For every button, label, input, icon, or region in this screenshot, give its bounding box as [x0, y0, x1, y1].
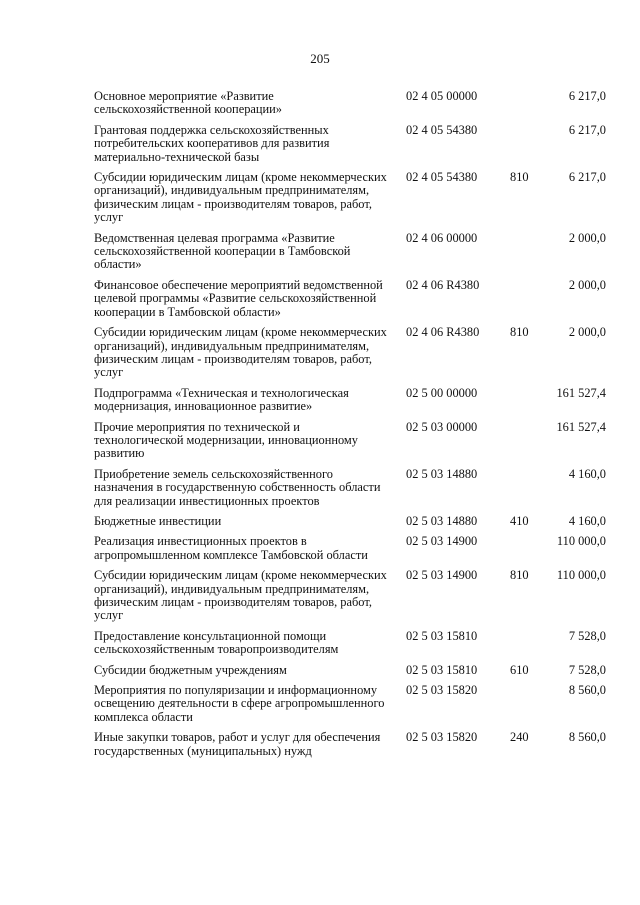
row-expense-type: 810 [510, 170, 529, 185]
row-name: Субсидии бюджетным учреждениям [94, 662, 287, 677]
row-code: 02 5 00 00000 [406, 385, 478, 400]
row-name: Мероприятия по популяризации и информационному освещению деятельности в сфере агропромышленного комплекса области [94, 683, 385, 724]
row-amount: 6 217,0 [568, 170, 606, 185]
table-row [0, 171, 640, 225]
table-row [0, 630, 640, 657]
row-code: 02 5 03 14880 [406, 513, 478, 528]
row-expense-type: 610 [510, 662, 529, 677]
budget-table [0, 90, 640, 765]
row-name: Подпрограмма «Техническая и технологическая модернизация, инновационное развитие» [94, 385, 349, 414]
row-code: 02 4 05 54380 [406, 122, 478, 137]
row-code: 02 4 05 00000 [406, 89, 478, 103]
row-name: Прочие мероприятия по технической и технологической модернизации, инновационному развитию [94, 419, 358, 461]
row-code: 02 4 06 00000 [406, 230, 478, 245]
table-row [0, 664, 640, 677]
row-amount: 6 217,0 [568, 122, 606, 137]
row-name: Субсидии юридическим лицам (кроме некоммерческих организаций), индивидуальным предпринимателям, физическим лицам - производителям товаров, работ, услуг [94, 568, 387, 623]
table-row [0, 421, 640, 461]
row-code: 02 5 03 14880 [406, 466, 478, 481]
row-name: Финансовое обеспечение мероприятий ведомственной целевой программы «Развитие сельскохозяйственной кооперации в Тамбовской области» [94, 277, 383, 319]
row-expense-type: 240 [510, 730, 529, 745]
row-amount: 8 560,0 [568, 683, 606, 698]
row-code: 02 5 03 15810 [406, 662, 478, 677]
row-amount: 2 000,0 [568, 325, 606, 340]
row-code: 02 5 03 15820 [406, 683, 478, 698]
row-amount: 4 160,0 [568, 513, 606, 528]
row-amount: 161 527,4 [556, 419, 606, 434]
row-name: Субсидии юридическим лицам (кроме некоммерческих организаций), индивидуальным предпринимателям, физическим лицам - производителям товаров, работ, услуг [94, 325, 387, 380]
row-name: Ведомственная целевая программа «Развитие сельскохозяйственной кооперации в Тамбовской области» [94, 230, 351, 272]
row-name: Иные закупки товаров, работ и услуг для обеспечения государственных (муниципальных) нужд [94, 730, 381, 758]
table-row [0, 569, 640, 623]
row-amount: 110 000,0 [556, 534, 606, 549]
row-expense-type: 810 [510, 568, 529, 583]
row-code: 02 4 06 R4380 [406, 325, 480, 340]
row-code: 02 4 05 54380 [406, 170, 478, 185]
row-expense-type: 410 [510, 513, 529, 528]
row-amount: 7 528,0 [568, 628, 606, 643]
row-name: Приобретение земель сельскохозяйственного назначения в государственную собственность области для реализации инвестиционных проектов [94, 466, 381, 508]
row-amount: 110 000,0 [556, 568, 606, 583]
row-amount: 161 527,4 [556, 385, 606, 400]
table-row [0, 326, 640, 380]
table-row [0, 684, 640, 724]
table-row [0, 387, 640, 414]
table-row [0, 731, 640, 758]
table-row [0, 535, 640, 562]
row-amount: 2 000,0 [568, 277, 606, 292]
row-name: Предоставление консультационной помощи сельскохозяйственным товаропроизводителям [94, 628, 339, 657]
row-code: 02 5 03 14900 [406, 568, 478, 583]
row-amount: 4 160,0 [568, 466, 606, 481]
table-row [0, 124, 640, 164]
row-expense-type: 810 [510, 325, 529, 340]
row-code: 02 5 03 00000 [406, 419, 478, 434]
row-amount: 7 528,0 [568, 662, 606, 677]
table-row [0, 279, 640, 319]
row-amount: 8 560,0 [568, 730, 606, 745]
row-code: 02 4 06 R4380 [406, 277, 480, 292]
row-amount: 6 217,0 [568, 89, 606, 103]
row-amount: 2 000,0 [568, 230, 606, 245]
row-name: Субсидии юридическим лицам (кроме некоммерческих организаций), индивидуальным предпринимателям, физическим лицам - производителям товаров, работ, услуг [94, 170, 387, 225]
row-code: 02 5 03 15820 [406, 730, 478, 745]
table-row [0, 468, 640, 508]
row-code: 02 5 03 14900 [406, 534, 478, 549]
row-name: Грантовая поддержка сельскохозяйственных потребительских кооперативов для развития материально-технической базы [94, 122, 330, 164]
table-row [0, 515, 640, 528]
row-code: 02 5 03 15810 [406, 628, 478, 643]
page-number: 205 [310, 51, 330, 66]
row-name: Бюджетные инвестиции [94, 513, 222, 528]
row-name: Основное мероприятие «Развитие сельскохозяйственной кооперации» [94, 89, 282, 117]
table-row [0, 90, 640, 117]
table-row [0, 232, 640, 272]
row-name: Реализация инвестиционных проектов в агропромышленном комплексе Тамбовской области [94, 534, 368, 562]
